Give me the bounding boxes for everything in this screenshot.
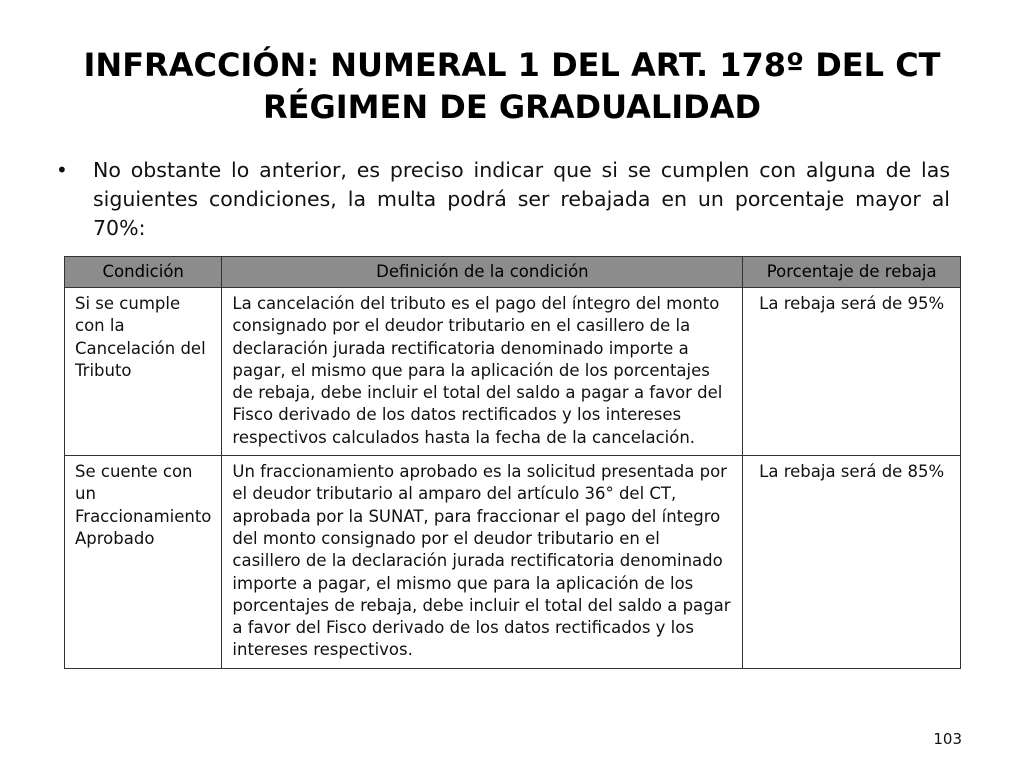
condition-cell: Si se cumple con la Cancelación del Tributo bbox=[65, 288, 222, 456]
table-row bbox=[65, 456, 961, 669]
conditions-table bbox=[64, 256, 961, 669]
definition-cell: La cancelación del tributo es el pago del íntegro del monto consignado por el deudor tributario en el casillero de la declaración jurada rectificatoria denominado importe a pagar, el mismo que para la aplicación de los porcentajes de rebaja, debe incluir el total del saldo a pagar a favor del Fisco derivado de los datos rectificados y los intereses respectivos calculados hasta la fecha de la cancelación. bbox=[222, 288, 743, 456]
title-line-1: INFRACCIÓN: NUMERAL 1 DEL ART. 178º DEL CT bbox=[83, 46, 941, 84]
title-line-2: RÉGIMEN DE GRADUALIDAD bbox=[262, 88, 762, 126]
slide-title bbox=[0, 44, 1024, 128]
bullet-text: No obstante lo anterior, es preciso indicar que si se cumplen con alguna de las siguientes condiciones, la multa podrá ser rebajada en un porcentaje mayor al 70%: bbox=[93, 158, 950, 240]
header-definition: Definición de la condición bbox=[222, 257, 743, 288]
table-row bbox=[65, 288, 961, 456]
rebate-cell: La rebaja será de 95% bbox=[743, 288, 961, 456]
table-header-row bbox=[65, 257, 961, 288]
header-condition: Condición bbox=[65, 257, 222, 288]
rebate-cell: La rebaja será de 85% bbox=[743, 456, 961, 669]
bullet-paragraph bbox=[56, 156, 950, 243]
header-rebate: Porcentaje de rebaja bbox=[743, 257, 961, 288]
definition-cell: Un fraccionamiento aprobado es la solicitud presentada por el deudor tributario al amparo del artículo 36° del CT, aprobada por la SUNAT, para fraccionar el pago del íntegro del monto consignado por el deudor tributario en el casillero de la declaración jurada rectificatoria denominado importe a pagar, el mismo que para la aplicación de los porcentajes de rebaja, debe incluir el total del saldo a pagar a favor del Fisco derivado de los datos rectificados y los intereses respectivos. bbox=[222, 456, 743, 669]
bullet-dot-icon: • bbox=[56, 158, 68, 182]
condition-cell: Se cuente con un Fraccionamiento Aprobado bbox=[65, 456, 222, 669]
page-number: 103 bbox=[933, 730, 962, 748]
